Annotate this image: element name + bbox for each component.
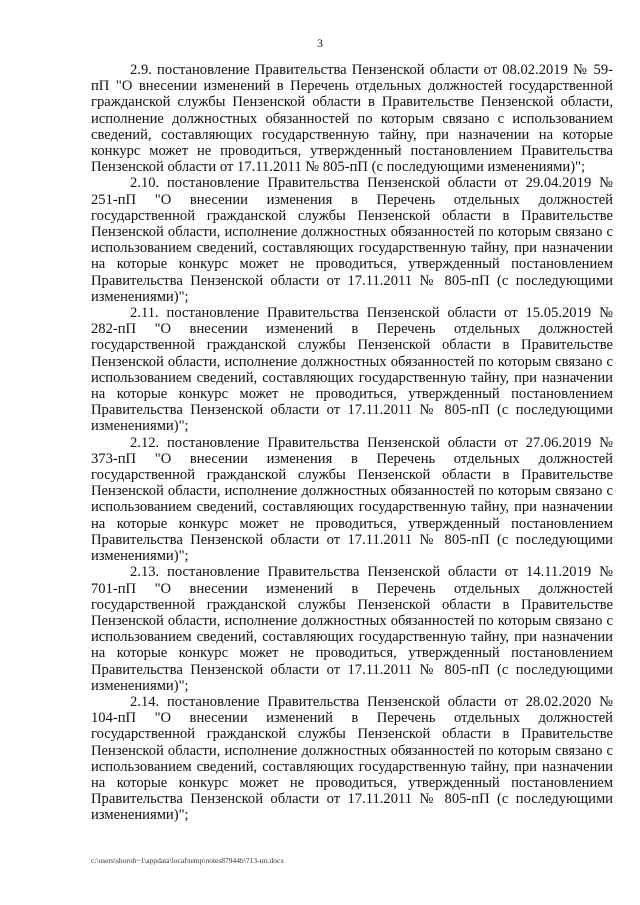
document-body [91,62,613,824]
list-item: 2.10. постановление Правительства Пензенской области от 29.04.2019 № 251-пП "О внесении изменения в Перечень отдельных должностей государственной гражданской службы Пензенской области в Правительстве Пензенской области, исполнение должностных обязанностей по которым связано с использованием сведений, составляющих государственную тайну, при назначении на которые конкурс может не проводиться, утвержденный постановлением Правительства Пензенской области от 17.11.2011 № 805-пП (с последующими изменениями)"; [91,175,613,305]
footer-file-path: c:\users\shoroh~1\appdata\local\temp\notes87944b\713-нп.docx [91,856,285,865]
list-item: 2.11. постановление Правительства Пензенской области от 15.05.2019 № 282-пП "О внесении изменений в Перечень отдельных должностей государственной гражданской службы Пензенской области в Правительстве Пензенской области, исполнение должностных обязанностей по которым связано с использованием сведений, составляющих государственную тайну, при назначении на которые конкурс может не проводиться, утвержденный постановлением Правительства Пензенской области от 17.11.2011 № 805-пП (с последующими изменениями)"; [91,305,613,435]
list-item: 2.14. постановление Правительства Пензенской области от 28.02.2020 № 104-пП "О внесении изменений в Перечень отдельных должностей государственной гражданской службы Пензенской области в Правительстве Пензенской области, исполнение должностных обязанностей по которым связано с использованием сведений, составляющих государственную тайну, при назначении на которые конкурс может не проводиться, утвержденный постановлением Правительства Пензенской области от 17.11.2011 № 805-пП (с последующими изменениями)"; [91,693,613,824]
list-item: 2.13. постановление Правительства Пензенской области от 14.11.2019 № 701-пП "О внесении изменений в Перечень отдельных должностей государственной гражданской службы Пензенской области в Правительстве Пензенской области, исполнение должностных обязанностей по которым связано с использованием сведений, составляющих государственную тайну, при назначении на которые конкурс может не проводиться, утвержденный постановлением Правительства Пензенской области от 17.11.2011 № 805-пП (с последующими изменениями)"; [91,564,613,694]
list-item: 2.9. постановление Правительства Пензенской области от 08.02.2019 № 59-пП "О внесении изменений в Перечень отдельных должностей государственной гражданской службы Пензенской области в Правительстве Пензенской области, исполнение должностных обязанностей по которым связано с использованием сведений, составляющих государственную тайну, при назначении на которые конкурс может не проводиться, утвержденный постановлением Правительства Пензенской области от 17.11.2011 № 805-пП (с последующими изменениями)"; [91,62,613,176]
list-item: 2.12. постановление Правительства Пензенской области от 27.06.2019 № 373-пП "О внесении изменения в Перечень отдельных должностей государственной гражданской службы Пензенской области в Правительстве Пензенской области, исполнение должностных обязанностей по которым связано с использованием сведений, составляющих государственную тайну, при назначении на которые конкурс может не проводиться, утвержденный постановлением Правительства Пензенской области от 17.11.2011 № 805-пП (с последующими изменениями)"; [91,434,613,565]
page-number: 3 [317,36,323,50]
